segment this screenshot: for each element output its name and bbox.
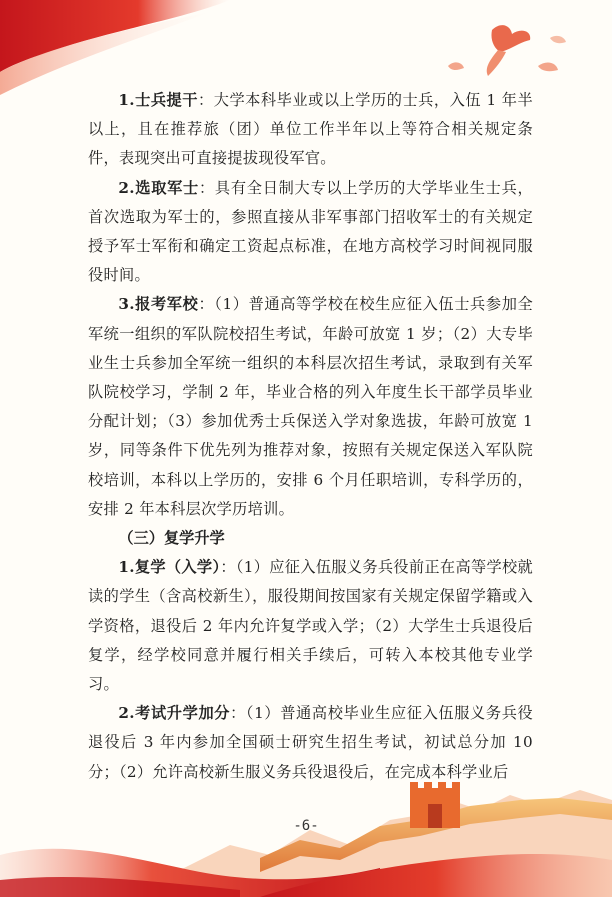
paragraph-soldier-promotion [88, 86, 533, 174]
paragraph-select-sergeant [88, 174, 533, 291]
paragraph-text: ：大学本科毕业或以上学历的士兵，入伍 1 年半以上，且在推荐旅（团）单位工作半年以上等符合相关规定条件，表现突出可直接提拔现役军官。 [88, 91, 534, 168]
paragraph-lead: 3.报考军校 [118, 295, 199, 314]
main-content [88, 86, 533, 787]
paragraph-text: ：（1）普通高等学校在校生应征入伍士兵参加全军统一组织的军队院校招生考试，年龄可放宽 1 岁；（2）大专毕业生士兵参加全军统一组织的本科层次招生考试，录取到有关军队院校学习，学制 2 年，毕业合格的列入年度生长干部学员毕业分配计划；（3）参加优秀士兵保送入学对象选拔，年龄可放宽 1 岁，同等条件下优先列为推荐对象，按照有关规定保送入军队院校培训，本科以上学历的，安排 6 个月任职培训，专科学历的，安排 2 年本科层次学历培训。 [88, 295, 533, 518]
page-number: -6- [293, 818, 319, 834]
paragraph-military-academy-exam [88, 290, 533, 524]
paragraph-lead: 2.考试升学加分 [118, 704, 231, 723]
paragraph-lead: 1.士兵提干 [118, 91, 198, 109]
paragraph-lead: 1.复学（入学） [118, 558, 221, 577]
paragraph-resume-study [88, 553, 533, 699]
section-heading: （三）复学升学 [118, 529, 225, 548]
paragraph-text: ：（1）应征入伍服义务兵役前正在高等学校就读的学生（含高校新生），服役期间按国家有关规定保留学籍或入学资格，退役后 2 年内允许复学或入学；（2）大学生士兵退役后复学，经学校同意并履行相关手续后，可转入本校其他专业学习。 [88, 558, 533, 694]
paragraph-text: ：具有全日制大专以上学历的大学毕业生士兵，首次选取为军士的，参照直接从非军事部门招收军士的有关规定授予军士军衔和确定工资起点标准，在地方高校学习时间视同服役时间。 [88, 178, 533, 285]
paragraph-text: ：（1）普通高校毕业生应征入伍服义务兵役退役后 3 年内参加全国硕士研究生招生考试，初试总分加 10 分；（2）允许高校新生服义务兵役退役后，在完成本科学业后 [88, 704, 533, 781]
paragraph-lead: 2.选取军士 [118, 178, 199, 197]
doves-decoration [440, 20, 580, 90]
